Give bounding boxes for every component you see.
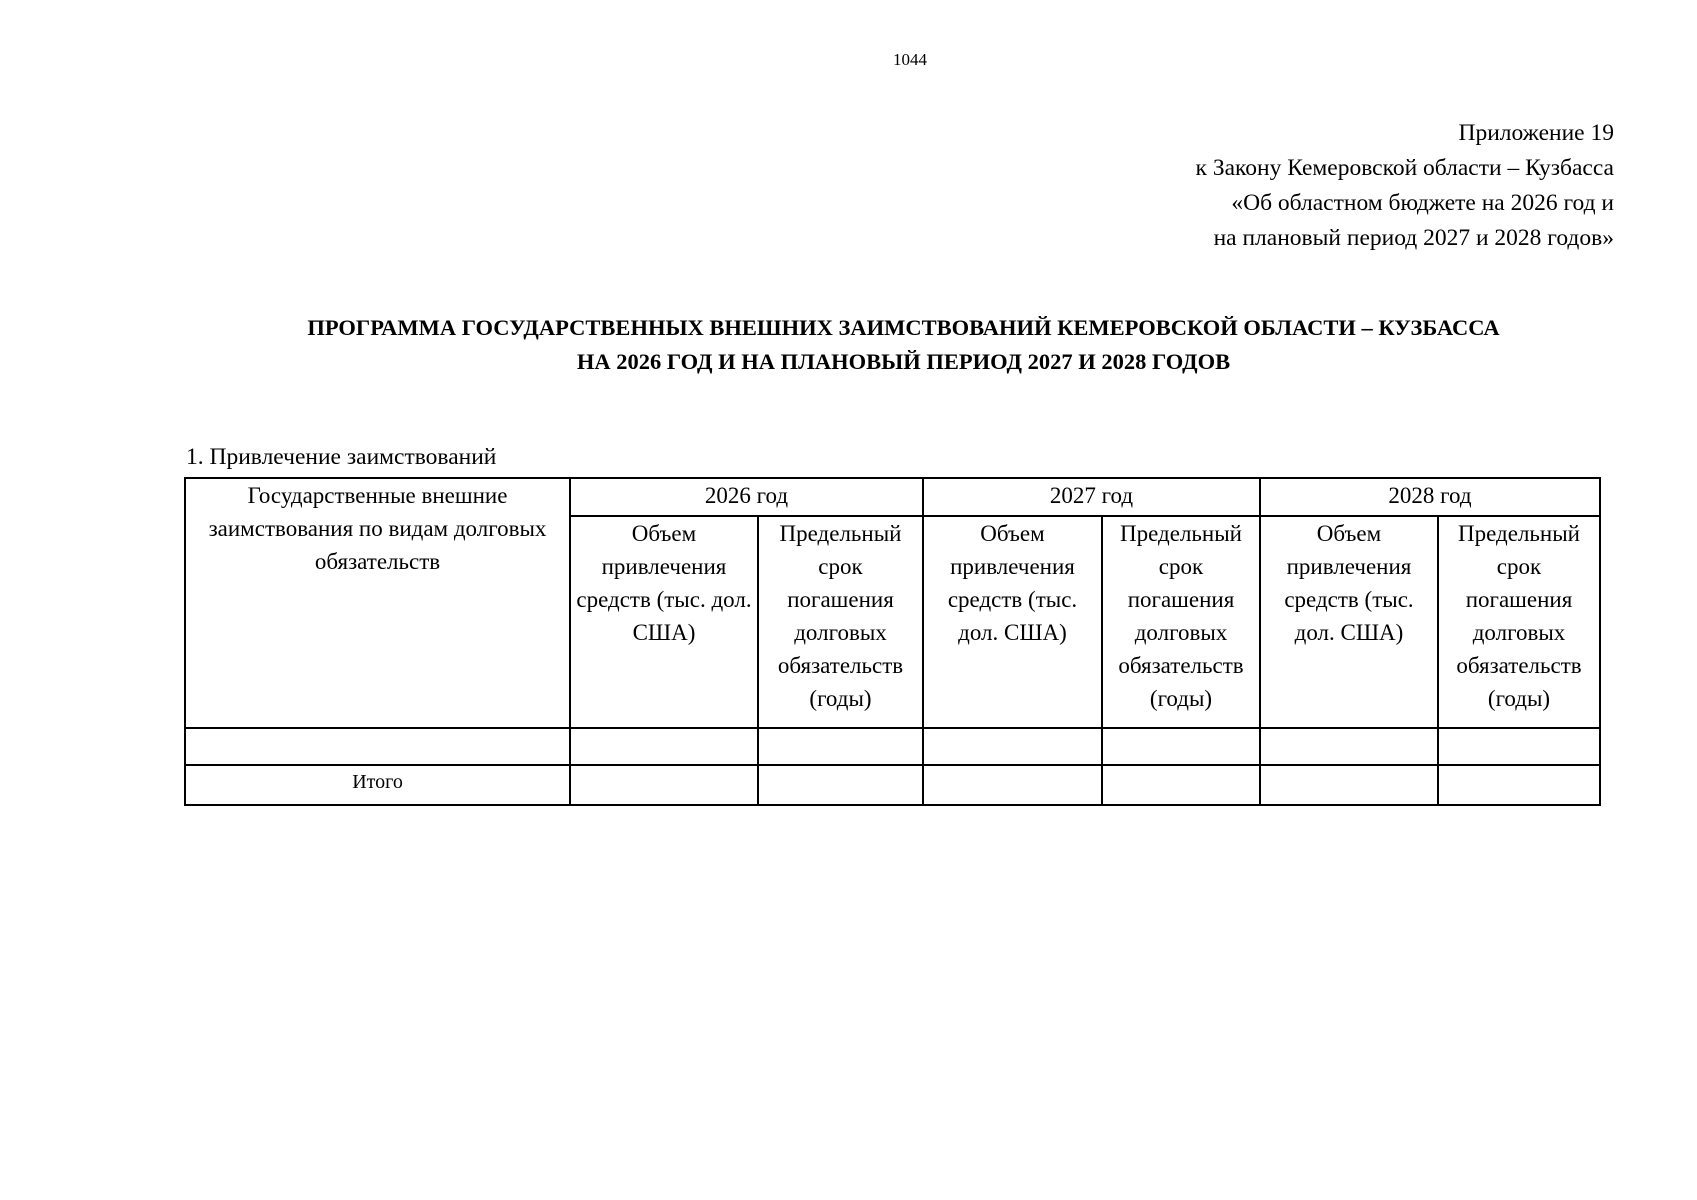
table-cell [1102,728,1260,765]
title-line-2: НА 2026 ГОД И НА ПЛАНОВЫЙ ПЕРИОД 2027 И 2028 ГОДОВ [576,349,1231,374]
table-cell [570,728,758,765]
term-header-2026: Предельный срок погашения долговых обязательств (годы) [758,516,923,728]
table-cell [923,728,1102,765]
section-heading: 1. Привлечение заимствований [186,444,497,470]
table-header-row [185,478,1600,516]
term-header-2027: Предельный срок погашения долговых обязательств (годы) [1102,516,1260,728]
total-cell [1438,765,1600,805]
table-row [185,728,1600,765]
total-label: Итого [185,765,570,805]
volume-header-2027: Объем привлечения средств (тыс. дол. США) [923,516,1102,728]
year-2026-header: 2026 год [570,478,923,516]
table-cell [758,728,923,765]
year-2028-header: 2028 год [1260,478,1600,516]
table-cell [1438,728,1600,765]
document-title [186,311,1621,379]
volume-header-2028: Объем привлечения средств (тыс. дол. США) [1260,516,1438,728]
total-cell [1102,765,1260,805]
page-number: 1044 [893,50,927,69]
table-cell [1260,728,1438,765]
appendix-line: «Об областном бюджете на 2026 год и [1231,190,1614,216]
title-line-1: ПРОГРАММА ГОСУДАРСТВЕННЫХ ВНЕШНИХ ЗАИМСТВОВАНИЙ КЕМЕРОВСКОЙ ОБЛАСТИ – КУЗБАССА [307,315,1500,340]
term-header-2028: Предельный срок погашения долговых обязательств (годы) [1438,516,1600,728]
total-cell [1260,765,1438,805]
total-cell [923,765,1102,805]
appendix-line: на плановый период 2027 и 2028 годов» [1213,225,1614,251]
appendix-line: Приложение 19 [1458,120,1614,146]
total-cell [758,765,923,805]
total-cell [570,765,758,805]
volume-header-2026: Объем привлечения средств (тыс. дол. США) [570,516,758,728]
borrowings-table [184,477,1601,806]
year-2027-header: 2027 год [923,478,1260,516]
appendix-line: к Закону Кемеровской области – Кузбасса [1195,155,1614,181]
total-row [185,765,1600,805]
appendix-reference [1196,116,1614,256]
borrowing-kind-header: Государственные внешние заимствования по видам долговых обязательств [185,478,570,728]
table-cell [185,728,570,765]
